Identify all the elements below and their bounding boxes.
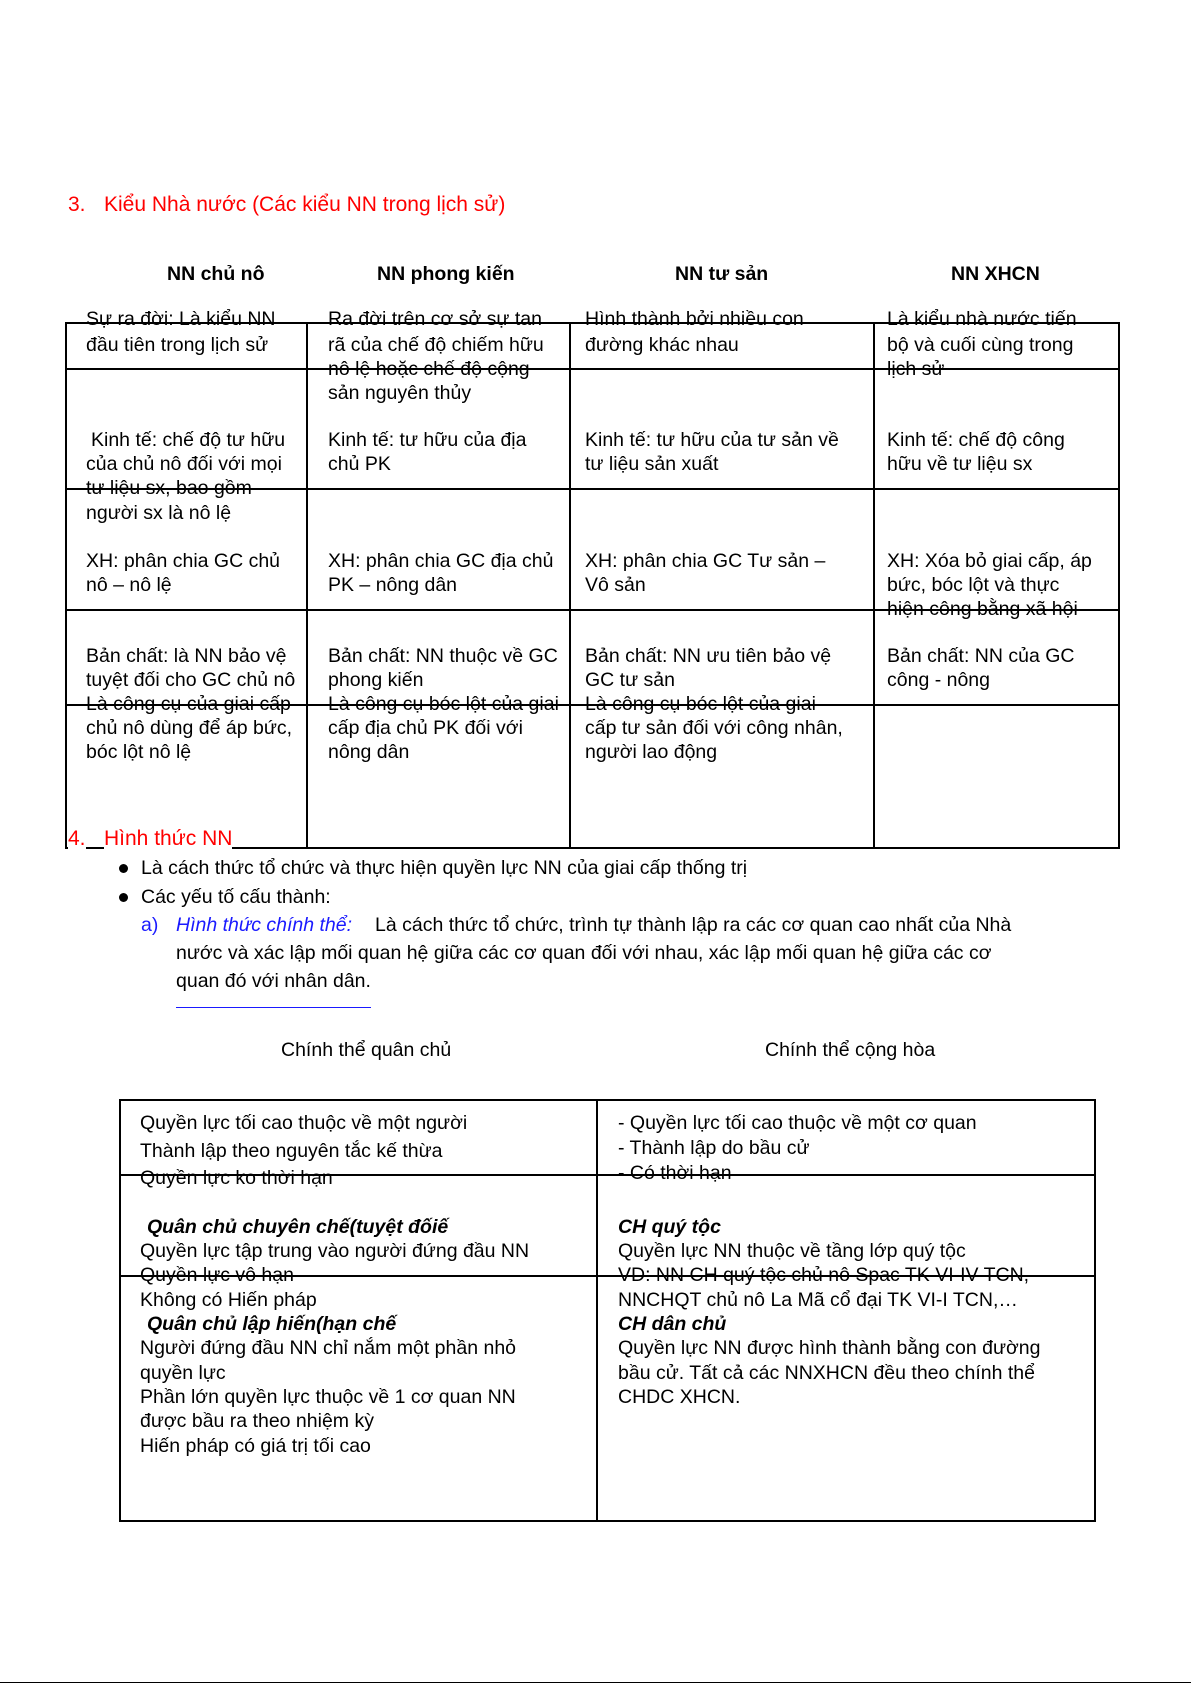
table-cell-text: bầu cử. Tất cả các NNXHCN đều theo chính thể	[618, 1362, 1035, 1384]
table-rule	[873, 322, 875, 849]
table-cell-subheading: CH quý tộc	[618, 1216, 721, 1238]
sub-item-text: Là cách thức tổ chức, trình tự thành lập ra các cơ quan cao nhất của Nhà	[375, 914, 1012, 936]
table-cell-text: VD: NN CH quý tộc chủ nô Spac TK VI-IV TCN,	[618, 1264, 1030, 1286]
table-cell-text: đường khác nhau	[585, 334, 739, 356]
table-rule	[569, 322, 571, 849]
table-rule	[65, 322, 67, 849]
header-republic: Chính thể cộng hòa	[765, 1039, 936, 1061]
header-slave-state: NN chủ nô	[167, 263, 265, 285]
sub-item-term: Hình thức chính thể:	[176, 914, 353, 936]
table-cell-text: Không có Hiến pháp	[140, 1289, 317, 1311]
table-cell-text: Là công cụ bóc lột của giai	[328, 693, 559, 715]
table-cell-text: Bản chất: NN của GC	[887, 645, 1075, 667]
section-3-title: Kiểu Nhà nước (Các kiểu NN trong lịch sử)	[104, 193, 506, 216]
table-cell-text: Bản chất: NN thuộc về GC	[328, 645, 558, 667]
table-cell-text: hữu về tư liệu sx	[887, 453, 1033, 475]
table-rule	[1118, 322, 1120, 849]
bullet-text: Là cách thức tổ chức và thực hiện quyền lực NN của giai cấp thống trị	[141, 857, 748, 879]
table-cell-subheading: Quân chủ lập hiến(hạn chế	[147, 1313, 397, 1335]
table-cell-text: Là công cụ bóc lột của giai	[585, 693, 816, 715]
table-cell-subheading: CH dân chủ	[618, 1313, 727, 1335]
table-cell-text: rã của chế độ chiếm hữu	[328, 334, 544, 356]
table-cell-subheading: Quân chủ chuyên chế(tuyệt đốiế	[147, 1216, 449, 1238]
table-cell-text: Bản chất: NN ưu tiên bảo vệ	[585, 645, 832, 667]
table-cell-text: nô lệ hoặc chế độ cộng	[328, 358, 530, 380]
table-cell-text: cấp địa chủ PK đối với	[328, 717, 523, 739]
table-cell-text: đầu tiên trong lịch sử	[86, 334, 269, 356]
header-feudal-state: NN phong kiến	[377, 263, 515, 285]
table-rule	[119, 1520, 1096, 1522]
table-cell-text: Kinh tế: chế độ công	[887, 429, 1065, 451]
table-cell-text: chủ nô dùng để áp bức,	[86, 717, 293, 739]
section-4-number: 4.	[68, 827, 86, 850]
table-cell-text: Quyền lực NN được hình thành bằng con đường	[618, 1337, 1041, 1359]
table-cell-text: tư liệu sản xuất	[585, 453, 719, 475]
table-cell-text: Quyền lực ko thời hạn	[140, 1167, 333, 1189]
header-monarchy: Chính thể quân chủ	[281, 1039, 452, 1061]
bullet-icon	[119, 864, 128, 873]
table-cell-text: tư liệu sx, bao gồm	[86, 477, 252, 499]
table-cell-text: chủ PK	[328, 453, 391, 475]
table-cell-text: bức, bóc lột và thực	[887, 574, 1060, 596]
page-bottom-rule	[0, 1682, 1191, 1683]
table-cell-text: Quyền lực NN thuộc về tầng lớp quý tộc	[618, 1240, 966, 1262]
sub-item-text: quan đó với nhân dân.	[176, 970, 371, 992]
table-cell-text: Vô sản	[585, 574, 646, 596]
header-socialist-state: NN XHCN	[951, 263, 1040, 285]
table-rule	[119, 1099, 121, 1522]
table-cell-text: Hình thành bởi nhiều con	[585, 308, 804, 330]
table-cell-text: bộ và cuối cùng trong	[887, 334, 1074, 356]
table-cell-text: Hiến pháp có giá trị tối cao	[140, 1435, 371, 1457]
table-cell-text: Phần lớn quyền lực thuộc về 1 cơ quan NN	[140, 1386, 516, 1408]
table-cell-text: PK – nông dân	[328, 574, 458, 596]
header-bourgeois-state: NN tư sản	[675, 263, 769, 285]
table-cell-text: - Quyền lực tối cao thuộc về một cơ quan	[618, 1112, 977, 1134]
table-cell-text: lịch sử	[887, 358, 945, 380]
table-cell-text: Quyền lực tập trung vào người đứng đầu NN	[140, 1240, 530, 1262]
table-cell-text: XH: phân chia GC Tư sản –	[585, 550, 826, 572]
table-cell-text: Sự ra đời: Là kiểu NN	[86, 308, 276, 330]
table-cell-text: GC tư sản	[585, 669, 675, 691]
bullet-text: Các yếu tố cấu thành:	[141, 886, 331, 908]
table-rule	[119, 1099, 1096, 1101]
table-cell-text: Là công cụ của giai cấp	[86, 693, 291, 715]
table-cell-text: Ra đời trên cơ sở sự tan	[328, 308, 542, 330]
table-cell-text: NNCHQT chủ nô La Mã cổ đại TK VI-I TCN,…	[618, 1289, 1018, 1311]
table-cell-text: Quyền lực tối cao thuộc về một người	[140, 1112, 468, 1134]
table-cell-text: được bầu ra theo nhiệm kỳ	[140, 1410, 374, 1432]
table-cell-text: quyền lực	[140, 1362, 226, 1384]
table-cell-text: cấp tư sản đối với công nhân,	[585, 717, 843, 739]
sub-item-label: a)	[141, 914, 159, 936]
table-cell-text: Bản chất: là NN bảo vệ	[86, 645, 287, 667]
table-cell-text: Kinh tế: tư hữu của địa	[328, 429, 527, 451]
table-cell-text: Thành lập theo nguyên tắc kế thừa	[140, 1140, 443, 1162]
table-rule	[65, 368, 1120, 370]
section-3-number: 3.	[68, 193, 86, 216]
table-cell-text: tuyệt đối cho GC chủ nô	[86, 669, 296, 691]
table-cell-text: của chủ nô đối với mọi	[86, 453, 282, 475]
sub-item-text: nước và xác lập mối quan hệ giữa các cơ quan đối với nhau, xác lập mối quan hệ giữa các cơ	[176, 942, 992, 964]
table-cell-text: nô – nô lệ	[86, 574, 172, 596]
table-cell-text: - Có thời hạn	[618, 1162, 732, 1184]
table-cell-text: XH: phân chia GC chủ	[86, 550, 281, 572]
divider	[176, 1007, 371, 1008]
table-rule	[596, 1099, 598, 1522]
table-cell-text: XH: Xóa bỏ giai cấp, áp	[887, 550, 1092, 572]
bullet-icon	[119, 893, 128, 902]
table-cell-text: người sx là nô lệ	[86, 502, 232, 524]
table-cell-text: nông dân	[328, 741, 410, 763]
section-4-title: Hình thức NN	[104, 827, 233, 850]
table-cell-text: phong kiến	[328, 669, 424, 691]
table-cell-text: sản nguyên thủy	[328, 382, 472, 404]
table-cell-text: Người đứng đầu NN chỉ nắm một phần nhỏ	[140, 1337, 517, 1359]
table-cell-text: người lao động	[585, 741, 718, 763]
table-cell-text: Là kiểu nhà nước tiến	[887, 308, 1077, 330]
table-cell-text: CHDC XHCN.	[618, 1386, 741, 1408]
table-cell-text: bóc lột nô lệ	[86, 741, 192, 763]
table-rule	[306, 322, 308, 849]
table-cell-text: - Thành lập do bầu cử	[618, 1137, 810, 1159]
table-rule	[1094, 1099, 1096, 1522]
table-cell-text: Kinh tế: chế độ tư hữu	[91, 429, 286, 451]
table-cell-text: XH: phân chia GC địa chủ	[328, 550, 554, 572]
table-cell-text: công - nông	[887, 669, 990, 691]
table-cell-text: Quyền lực vô hạn	[140, 1264, 294, 1286]
table-cell-text: hiện công bằng xã hội	[887, 598, 1078, 620]
table-cell-text: Kinh tế: tư hữu của tư sản về	[585, 429, 839, 451]
